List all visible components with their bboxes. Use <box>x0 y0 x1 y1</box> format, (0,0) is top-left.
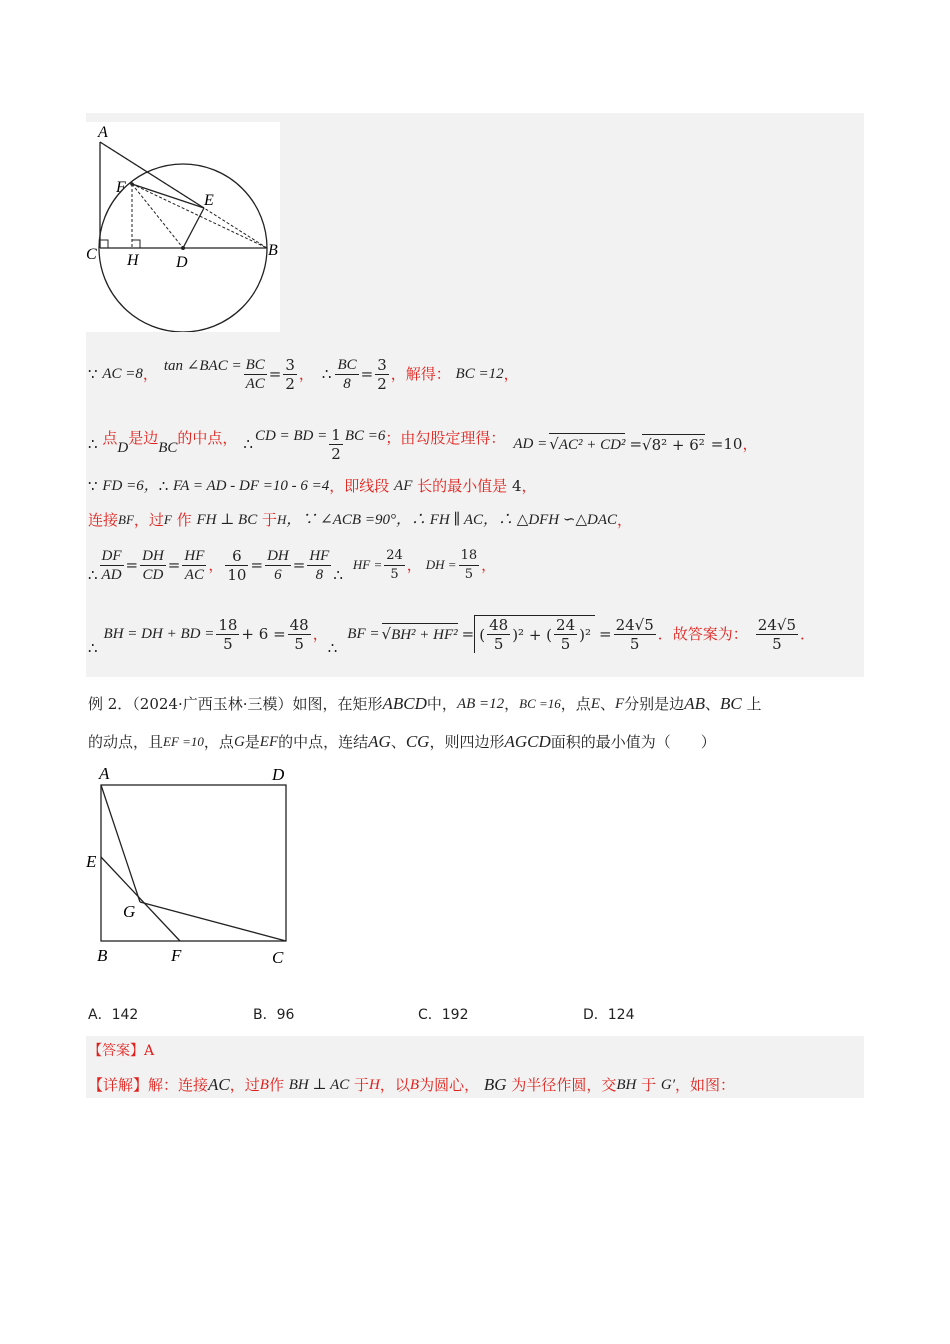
solution-line-2: ∴ 点 D 是边 BC 的中点， ∴ CD = BD = $\frac{1}{2}$ BC =6 ；由勾股定理得： AD = √AC² + CD² = √8² + 6² =10 ， <box>88 425 758 463</box>
solution-line-1: ∵ AC =8 ， tan ∠BAC = $\frac{BC}{AC}$ = $\frac{3}{2}$ ， ∴ $\frac{BC}{8}$ = $\frac{3}{2}$ ，解得： BC =12 ， <box>88 355 519 393</box>
label-A: A <box>98 124 108 141</box>
label-D: D <box>176 254 188 271</box>
answer-detail: 【详解】 解：连接 AC ，过 B 作 BH ⊥ AC 于 H ，以 B 为圆心， BG 为半径作圆，交 BH 于 G′ ，如图： <box>88 1075 736 1094</box>
label-B: B <box>268 242 278 259</box>
rectangle-diagram <box>86 762 296 972</box>
solution-line-6: ∴ BH = DH + BD = $\frac{18}{5}$ + 6 = $\frac{48}{5}$ ， ∴ BF = √BH² + HF² = ( $\frac{48}{5}$ )² + ( $\frac{24}{5}$ )² = $\frac{24√5}{5}$ ．故答案为： $\frac{24√5}{5}$ ． <box>88 615 816 657</box>
circle-triangle-diagram <box>86 122 280 332</box>
label-H: H <box>127 252 139 269</box>
option-c[interactable]: C．192 <box>418 1007 469 1023</box>
fig2-label-B: B <box>97 946 108 965</box>
figure-2 <box>86 762 296 972</box>
fig2-label-E: E <box>86 852 97 871</box>
example-2-line-2: 的动点，且 EF =10 ，点 G 是 EF 的中点，连结 AG 、 CG ，则四边形 AGCD 面积的最小值为（ ） <box>88 732 716 751</box>
label-F: F <box>116 179 126 196</box>
fig2-label-G: G <box>123 902 136 921</box>
answer-label: 【答案】A <box>88 1043 155 1059</box>
example-2-line-1: 例 2．（2024·广西玉林·三模）如图，在矩形 ABCD 中， AB =12 ， BC =16 ，点 E 、 F 分别是边 AB 、 BC 上 <box>88 694 762 713</box>
option-a[interactable]: A．142 <box>88 1007 139 1023</box>
solution-line-5: ∴ $\frac{DF}{AD}$ = $\frac{DH}{CD}$ = $\frac{HF}{AC}$ ， $\frac{6}{10}$ = $\frac{DH}{6}$ = $\frac{HF}{8}$ ∴ HF = $\frac{24}{5}$ ， DH = $\frac{18}{5}$ ， <box>88 546 497 584</box>
solution-line-3: ∵ FD =6， ∴ FA = AD - DF =10 - 6 =4 ，即线段 AF 长的最小值是 4 ， <box>88 477 537 495</box>
label-E: E <box>204 192 214 209</box>
solution-line-4: 连接 BF ，过 F 作 FH ⊥ BC 于 H ，∵ ∠ACB =90° ，∴ FH ∥ AC ，∴ △DFH ∽△DAC ， <box>88 511 633 529</box>
option-b[interactable]: B．96 <box>253 1007 295 1023</box>
figure-1 <box>86 122 280 332</box>
label-C: C <box>86 246 97 263</box>
fig2-label-F: F <box>171 946 182 965</box>
fig2-label-D: D <box>272 765 285 784</box>
option-d[interactable]: D．124 <box>583 1007 635 1023</box>
fig2-label-C: C <box>272 948 284 967</box>
fig2-label-A: A <box>99 764 110 783</box>
